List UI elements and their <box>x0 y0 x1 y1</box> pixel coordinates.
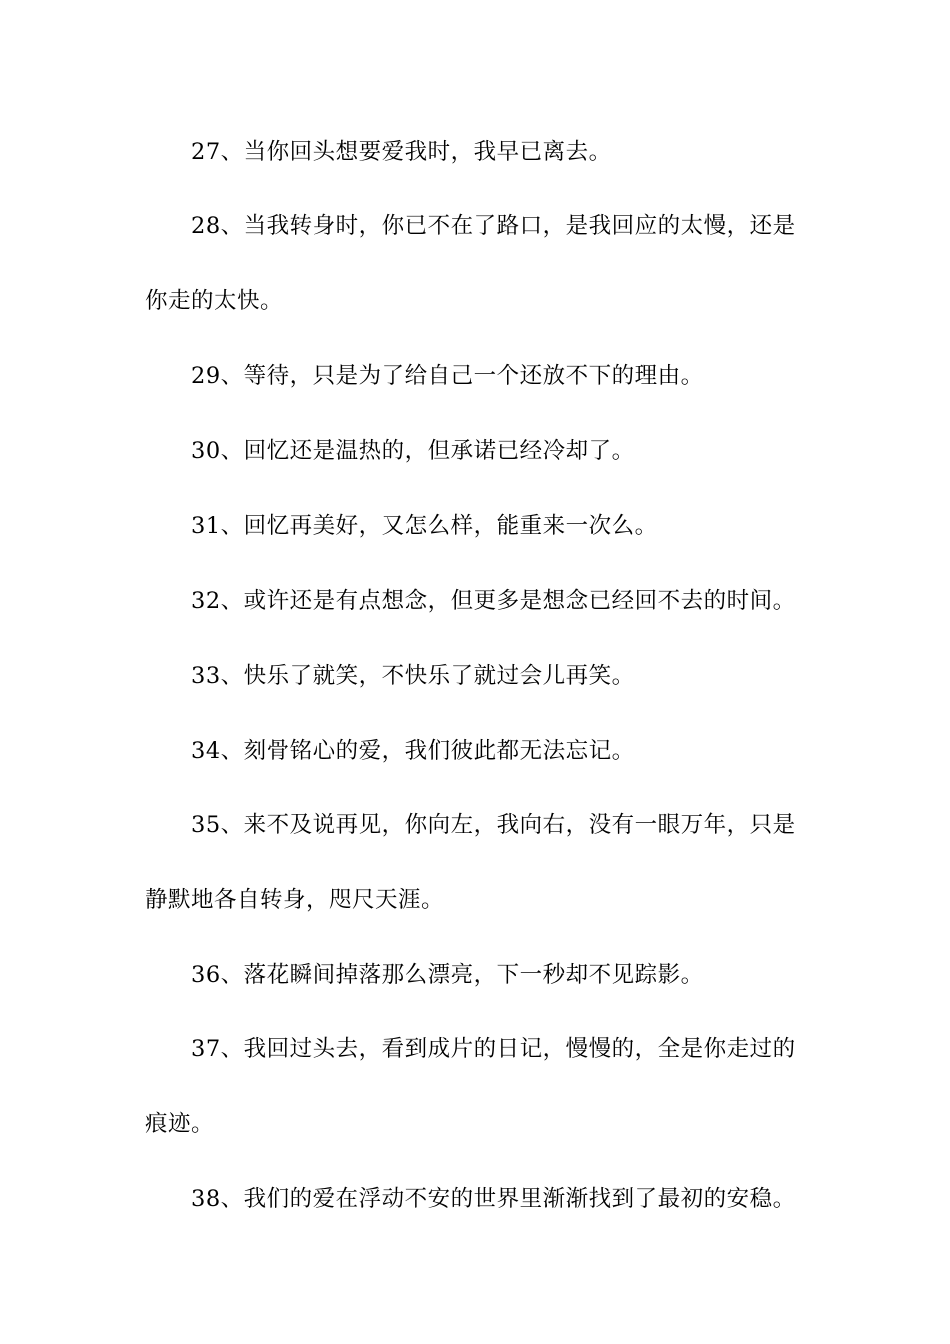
paragraph-34: 34、刻骨铭心的爱，我们彼此都无法忘记。 <box>191 738 635 764</box>
paragraph-31: 31、回忆再美好，又怎么样，能重来一次么。 <box>191 513 658 539</box>
paragraph-35: 35、来不及说再见，你向左，我向右，没有一眼万年，只是静默地各自转身，咫尺天涯。 <box>145 812 796 913</box>
paragraph-27: 27、当你回头想要爱我时，我早已离去。 <box>191 139 612 165</box>
paragraph-36: 36、落花瞬间掉落那么漂亮，下一秒却不见踪影。 <box>191 962 704 988</box>
paragraph-29: 29、等待，只是为了给自己一个还放不下的理由。 <box>191 363 704 389</box>
paragraph-38: 38、我们的爱在浮动不安的世界里渐渐找到了最初的安稳。 <box>191 1186 796 1212</box>
paragraph-30: 30、回忆还是温热的，但承诺已经冷却了。 <box>191 438 635 464</box>
paragraph-32: 32、或许还是有点想念，但更多是想念已经回不去的时间。 <box>191 588 796 614</box>
paragraph-33: 33、快乐了就笑，不快乐了就过会儿再笑。 <box>191 663 635 689</box>
paragraph-28: 28、当我转身时，你已不在了路口，是我回应的太慢，还是你走的太快。 <box>145 213 796 314</box>
paragraph-37: 37、我回过头去，看到成片的日记，慢慢的，全是你走过的痕迹。 <box>145 1036 796 1137</box>
